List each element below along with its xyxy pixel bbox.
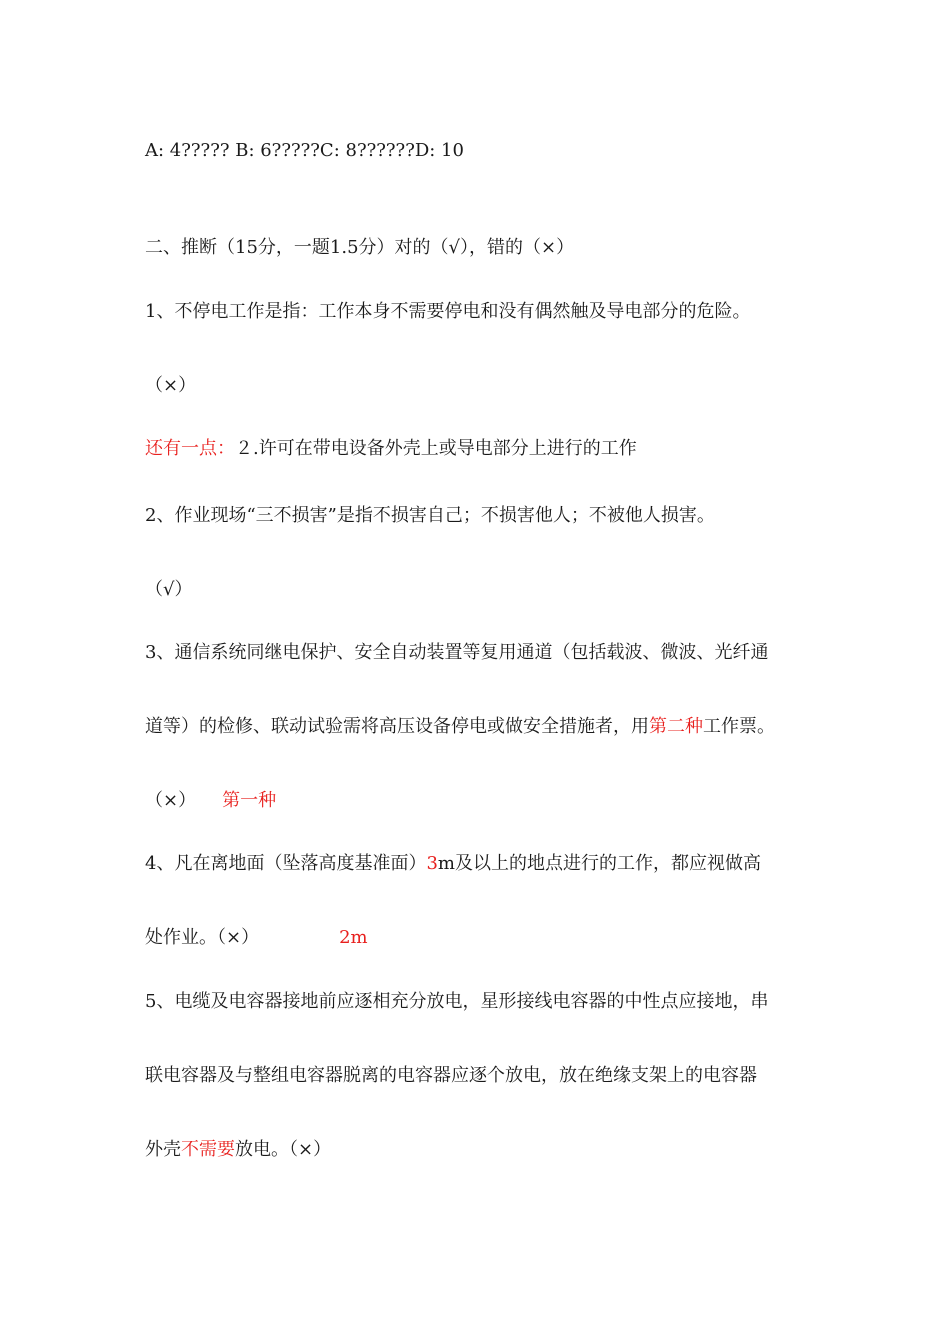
question-5-line-3 bbox=[145, 1138, 331, 1162]
question-3-line-2-start: 道等）的检修、联动试验需将高压设备停电或做安全措施者，用 bbox=[145, 716, 649, 737]
question-1-text: 1、不停电工作是指：工作本身不需要停电和没有偶然触及导电部分的危险。 bbox=[145, 301, 751, 322]
question-4-line-2: 处作业。（×） bbox=[145, 927, 260, 948]
question-2-answer: （√） bbox=[145, 579, 193, 600]
question-3-highlight: 第二种 bbox=[649, 716, 703, 737]
section-heading: 二、推断（15分，一题1.5分）对的（√），错的（×） bbox=[145, 237, 575, 258]
question-5-line-2: 联电容器及与整组电容器脱离的电容器应逐个放电，放在绝缘支架上的电容器 bbox=[145, 1065, 757, 1086]
question-5-line-3-end: 放电。（×） bbox=[235, 1139, 332, 1160]
question-3-line-2 bbox=[145, 715, 775, 739]
question-1-note bbox=[145, 437, 637, 461]
note-text: ２.许可在带电设备外壳上或导电部分上进行的工作 bbox=[235, 438, 637, 459]
question-3-correction: 第一种 bbox=[222, 790, 277, 811]
question-2-text: 2、作业现场“三不损害”是指不损害自己；不损害他人；不被他人损害。 bbox=[145, 505, 715, 526]
options-line: A: 4????? B: 6?????C: 8??????D: 10 bbox=[145, 140, 464, 161]
question-5-line-3-start: 外壳 bbox=[145, 1139, 181, 1160]
question-4-highlight: 3 bbox=[426, 853, 438, 874]
question-3-answer: （×） bbox=[145, 790, 197, 811]
question-4-line-1-end: m及以上的地点进行的工作，都应视做高 bbox=[437, 853, 761, 874]
question-3-answer-row bbox=[145, 789, 276, 813]
note-label: 还有一点： bbox=[145, 438, 235, 459]
question-3-line-1: 3、通信系统同继电保护、安全自动装置等复用通道（包括载波、微波、光纤通 bbox=[145, 642, 769, 663]
question-4-line-1-start: 4、凡在离地面（坠落高度基准面） bbox=[145, 853, 427, 874]
question-3-line-2-end: 工作票。 bbox=[703, 716, 775, 737]
question-5-highlight: 不需要 bbox=[181, 1139, 235, 1160]
question-4-line-2-row bbox=[145, 926, 368, 950]
question-4-correction: 2m bbox=[339, 927, 368, 948]
question-4-line-1 bbox=[145, 852, 761, 876]
question-1-answer: （×） bbox=[145, 375, 197, 396]
question-5-line-1: 5、电缆及电容器接地前应逐相充分放电，星形接线电容器的中性点应接地，串 bbox=[145, 991, 769, 1012]
